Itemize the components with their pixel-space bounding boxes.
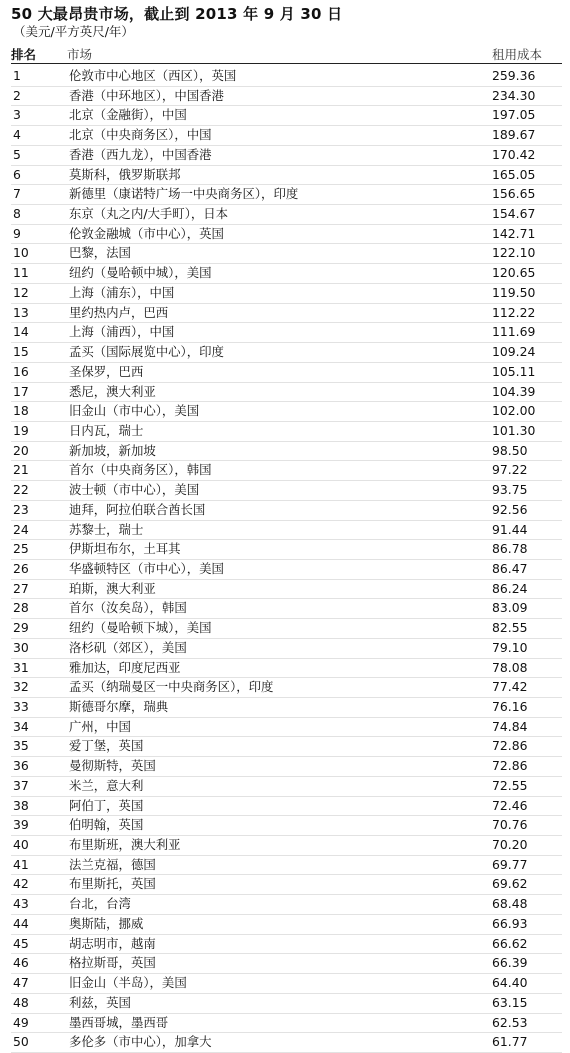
rank-cell: 14: [13, 324, 29, 340]
rank-cell: 22: [13, 482, 29, 498]
cost-cell: 98.50: [492, 442, 528, 458]
cost-cell: 86.47: [492, 560, 528, 576]
market-cell: 东京（丸之内/大手町），日本: [69, 206, 229, 222]
cost-cell: 105.11: [492, 363, 536, 379]
market-cell: 莫斯科，俄罗斯联邦: [69, 166, 181, 182]
rank-cell: 27: [13, 580, 29, 596]
table-row: [11, 402, 562, 422]
rank-cell: 25: [13, 541, 29, 557]
table-row: [11, 580, 562, 600]
table-row: [11, 481, 562, 501]
rank-cell: 5: [13, 146, 21, 162]
rank-cell: 47: [13, 975, 29, 991]
table-row: [11, 836, 562, 856]
table-row: [11, 166, 562, 186]
cost-cell: 86.24: [492, 580, 528, 596]
rank-cell: 41: [13, 856, 29, 872]
rank-cell: 30: [13, 639, 29, 655]
cost-cell: 86.78: [492, 541, 528, 557]
market-cell: 旧金山（半岛），美国: [69, 975, 187, 991]
rank-cell: 40: [13, 837, 29, 853]
table-row: [11, 757, 562, 777]
table-row: [11, 659, 562, 679]
cost-cell: 170.42: [492, 146, 536, 162]
market-cell: 广州，中国: [69, 718, 131, 734]
cost-cell: 78.08: [492, 659, 528, 675]
rank-cell: 34: [13, 718, 29, 734]
table-row: [11, 185, 562, 205]
table-row: [11, 875, 562, 895]
market-cell: 珀斯，澳大利亚: [69, 580, 156, 596]
market-cell: 雅加达，印度尼西亚: [69, 659, 181, 675]
table-row: [11, 521, 562, 541]
cost-cell: 259.36: [492, 68, 536, 83]
table-row: [11, 442, 562, 462]
rank-cell: 35: [13, 738, 29, 754]
cost-cell: 101.30: [492, 422, 536, 438]
table-row: [11, 777, 562, 797]
table-row: [11, 639, 562, 659]
rank-cell: 2: [13, 87, 21, 103]
rank-cell: 33: [13, 699, 29, 714]
table-row: [11, 323, 562, 343]
table-row: [11, 244, 562, 264]
market-cell: 法兰克福，德国: [69, 856, 156, 872]
cost-cell: 69.77: [492, 856, 528, 872]
cost-cell: 91.44: [492, 521, 528, 537]
table-row: [11, 383, 562, 403]
rank-cell: 6: [13, 166, 21, 182]
market-cell: 上海（浦东），中国: [69, 284, 175, 300]
rank-cell: 21: [13, 462, 29, 478]
cost-cell: 142.71: [492, 225, 536, 241]
market-cell: 上海（浦西），中国: [69, 324, 175, 340]
rank-cell: 26: [13, 560, 29, 576]
cost-cell: 76.16: [492, 699, 528, 714]
table-row: [11, 205, 562, 225]
rank-cell: 8: [13, 206, 21, 222]
cost-cell: 66.39: [492, 955, 528, 971]
table-row: [11, 954, 562, 974]
market-cell: 墨西哥城，墨西哥: [69, 1014, 169, 1030]
rank-cell: 19: [13, 422, 29, 438]
table-row: [11, 935, 562, 955]
table-row: [11, 560, 562, 580]
table-row: [11, 501, 562, 521]
cost-cell: 111.69: [492, 324, 536, 340]
table-row: [11, 146, 562, 166]
rank-cell: 43: [13, 896, 29, 912]
rank-cell: 24: [13, 521, 29, 537]
table-row: [11, 67, 562, 87]
cost-cell: 72.55: [492, 777, 528, 793]
market-cell: 新德里（康诺特广场一中央商务区），印度: [69, 186, 299, 202]
page-title: 50 大最昂贵市场，截止到 2013 年 9 月 30 日: [11, 5, 343, 23]
cost-cell: 197.05: [492, 107, 536, 123]
cost-cell: 119.50: [492, 284, 536, 300]
market-cell: 台北，台湾: [69, 896, 131, 912]
market-cell: 米兰，意大利: [69, 777, 144, 793]
cost-cell: 112.22: [492, 304, 536, 320]
cost-cell: 70.76: [492, 817, 528, 833]
cost-cell: 97.22: [492, 462, 528, 478]
market-cell: 北京（金融街），中国: [69, 107, 187, 123]
cost-cell: 165.05: [492, 166, 536, 182]
rank-cell: 37: [13, 777, 29, 793]
market-cell: 华盛顿特区（市中心），美国: [69, 560, 224, 576]
rank-cell: 9: [13, 225, 21, 241]
market-cell: 迪拜，阿拉伯联合酋长国: [69, 501, 206, 517]
cost-cell: 61.77: [492, 1034, 528, 1050]
table-row: [11, 264, 562, 284]
market-cell: 伦敦市中心地区（西区），英国: [69, 68, 237, 83]
cost-cell: 72.46: [492, 797, 528, 813]
rank-cell: 49: [13, 1014, 29, 1030]
table-row: [11, 599, 562, 619]
rank-cell: 20: [13, 442, 29, 458]
table-row: [11, 856, 562, 876]
rank-cell: 29: [13, 620, 29, 636]
table-row: [11, 126, 562, 146]
market-cell: 圣保罗，巴西: [69, 363, 144, 379]
market-cell: 奥斯陆，挪威: [69, 915, 144, 931]
table-row: [11, 698, 562, 718]
market-cell: 新加坡，新加坡: [69, 442, 156, 458]
cost-cell: 104.39: [492, 383, 536, 399]
cost-cell: 70.20: [492, 837, 528, 853]
market-cell: 香港（中环地区），中国香港: [69, 87, 224, 103]
cost-cell: 66.62: [492, 935, 528, 951]
market-cell: 纽约（曼哈顿中城），美国: [69, 265, 212, 281]
cost-cell: 102.00: [492, 403, 536, 419]
market-cell: 利兹，英国: [69, 994, 131, 1010]
rank-cell: 11: [13, 265, 29, 281]
cost-cell: 74.84: [492, 718, 528, 734]
table-row: [11, 304, 562, 324]
rank-cell: 46: [13, 955, 29, 971]
cost-cell: 93.75: [492, 482, 528, 498]
table-row: [11, 737, 562, 757]
cost-cell: 92.56: [492, 501, 528, 517]
market-cell: 孟买（纳瑞曼区一中央商务区），印度: [69, 679, 274, 695]
rank-cell: 23: [13, 501, 29, 517]
rank-cell: 45: [13, 935, 29, 951]
cost-cell: 156.65: [492, 186, 536, 202]
rank-cell: 3: [13, 107, 21, 123]
table-row: [11, 87, 562, 107]
market-cell: 伊斯坦布尔，土耳其: [69, 541, 181, 557]
market-cell: 香港（西九龙），中国香港: [69, 146, 212, 162]
cost-cell: 69.62: [492, 876, 528, 892]
table-row: [11, 915, 562, 935]
cost-cell: 79.10: [492, 639, 528, 655]
market-cell: 胡志明市，越南: [69, 935, 156, 951]
header-market: 市场: [67, 47, 93, 62]
table-row: [11, 974, 562, 994]
table-row: [11, 718, 562, 738]
market-cell: 伦敦金融城（市中心），英国: [69, 225, 224, 241]
table-row: [11, 678, 562, 698]
cost-cell: 234.30: [492, 87, 536, 103]
table-row: [11, 619, 562, 639]
market-cell: 孟买（国际展览中心），印度: [69, 344, 224, 360]
cost-cell: 82.55: [492, 620, 528, 636]
market-cell: 多伦多（市中心），加拿大: [69, 1034, 212, 1050]
market-cell: 洛杉矶（郊区），美国: [69, 639, 187, 655]
rank-cell: 38: [13, 797, 29, 813]
table-row: [11, 797, 562, 817]
table-row: [11, 461, 562, 481]
rank-cell: 10: [13, 245, 29, 261]
units-subtitle: （美元/平方英尺/年）: [13, 24, 134, 39]
rank-cell: 39: [13, 817, 29, 833]
market-cell: 巴黎，法国: [69, 245, 131, 261]
cost-cell: 122.10: [492, 245, 536, 261]
market-cell: 里约热内卢，巴西: [69, 304, 169, 320]
market-cell: 悉尼，澳大利亚: [69, 383, 156, 399]
market-cell: 格拉斯哥，英国: [69, 955, 156, 971]
market-cell: 阿伯丁，英国: [69, 797, 144, 813]
market-cell: 布里斯托，英国: [69, 876, 156, 892]
rank-cell: 36: [13, 758, 29, 774]
rank-cell: 31: [13, 659, 29, 675]
rank-cell: 28: [13, 600, 29, 616]
rank-cell: 15: [13, 344, 29, 360]
rank-cell: 12: [13, 284, 29, 300]
rank-cell: 44: [13, 915, 29, 931]
market-cell: 爱丁堡，英国: [69, 738, 144, 754]
table-row: [11, 816, 562, 836]
cost-cell: 77.42: [492, 679, 528, 695]
header-cost: 租用成本: [492, 47, 543, 62]
rank-cell: 32: [13, 679, 29, 695]
rank-cell: 18: [13, 403, 29, 419]
rank-cell: 17: [13, 383, 29, 399]
table-row: [11, 225, 562, 245]
rank-cell: 13: [13, 304, 29, 320]
market-cell: 斯德哥尔摩，瑞典: [69, 699, 169, 714]
table-row: [11, 540, 562, 560]
market-cell: 波士顿（市中心），美国: [69, 482, 200, 498]
rank-cell: 4: [13, 127, 21, 143]
rank-cell: 48: [13, 994, 29, 1010]
header-rank: 排名: [11, 47, 37, 62]
market-cell: 旧金山（市中心），美国: [69, 403, 200, 419]
table-row: [11, 284, 562, 304]
market-cell: 曼彻斯特，英国: [69, 758, 156, 774]
cost-cell: 72.86: [492, 738, 528, 754]
table-row: [11, 1033, 562, 1053]
cost-cell: 72.86: [492, 758, 528, 774]
table-row: [11, 343, 562, 363]
cost-cell: 62.53: [492, 1014, 528, 1030]
table-row: [11, 106, 562, 126]
market-cell: 北京（中央商务区），中国: [69, 127, 212, 143]
table-row: [11, 363, 562, 383]
cost-cell: 64.40: [492, 975, 528, 991]
market-cell: 日内瓦，瑞士: [69, 422, 144, 438]
rank-cell: 1: [13, 68, 21, 83]
rank-cell: 7: [13, 186, 21, 202]
table-row: [11, 1014, 562, 1034]
rank-cell: 42: [13, 876, 29, 892]
market-cell: 苏黎士，瑞士: [69, 521, 144, 537]
market-cell: 布里斯班，澳大利亚: [69, 837, 181, 853]
market-cell: 首尔（汝矣岛），韩国: [69, 600, 187, 616]
market-cell: 纽约（曼哈顿下城），美国: [69, 620, 212, 636]
cost-cell: 189.67: [492, 127, 536, 143]
cost-cell: 109.24: [492, 344, 536, 360]
table-body: [11, 67, 562, 1053]
cost-cell: 120.65: [492, 265, 536, 281]
table-header: [11, 41, 562, 64]
table-row: [11, 895, 562, 915]
rank-cell: 16: [13, 363, 29, 379]
cost-cell: 68.48: [492, 896, 528, 912]
cost-cell: 83.09: [492, 600, 528, 616]
cost-cell: 66.93: [492, 915, 528, 931]
rank-cell: 50: [13, 1034, 29, 1050]
cost-cell: 154.67: [492, 206, 536, 222]
market-cell: 首尔（中央商务区），韩国: [69, 462, 212, 478]
table-row: [11, 422, 562, 442]
table-row: [11, 994, 562, 1014]
market-cell: 伯明翰，英国: [69, 817, 144, 833]
cost-cell: 63.15: [492, 994, 528, 1010]
